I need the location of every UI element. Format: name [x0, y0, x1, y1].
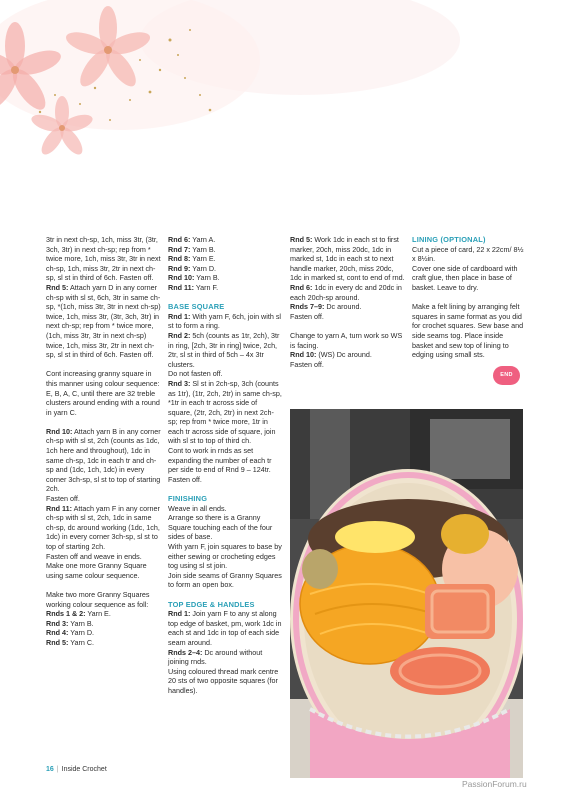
instruction-text	[290, 283, 405, 302]
round-label: Rnd 5:	[290, 235, 313, 244]
basket-photo	[290, 409, 523, 778]
instruction-text	[290, 312, 405, 322]
instruction-body: Cont increasing granny square in this manner using colour sequence: E, B, A, C, until there are 32 treble clusters around ending with a round in yarn C.	[46, 369, 160, 417]
instruction-text	[168, 504, 283, 514]
round-label: Rnd 10:	[290, 350, 317, 360]
paragraph-gap	[168, 484, 283, 494]
instruction-body: Make two more Granny Squares working colour sequence as foll:	[46, 589, 150, 609]
paragraph-gap	[412, 293, 524, 303]
instruction-body: Work 1dc in each st to first marker, 20ch, miss 20dc, 1dc in marked st, 1dc in each st to next handle marker, 20ch, miss 20dc, 1dc in marked st, cont to end of rnd.	[290, 235, 405, 283]
round-label: Rnd 8:	[168, 254, 191, 264]
instruction-text	[168, 273, 283, 283]
round-label: Rnd 7:	[168, 244, 191, 254]
round-label: Rnd 1:	[168, 311, 191, 321]
instruction-text	[46, 638, 161, 648]
instruction-body: Yarn D.	[190, 263, 217, 273]
instruction-body: Yarn B.	[190, 244, 216, 254]
instruction-body: (WS) Dc around.	[316, 350, 372, 360]
instruction-body: Do not fasten off.	[168, 369, 223, 379]
paragraph-gap	[46, 417, 161, 427]
round-label: Rnd 2:	[168, 330, 191, 340]
instruction-text	[168, 235, 283, 245]
instruction-text	[46, 283, 161, 360]
round-label: Rnd 10:	[168, 273, 195, 283]
floral-decoration	[0, 0, 566, 235]
instruction-text	[168, 331, 283, 369]
instruction-text	[168, 264, 283, 274]
instruction-body: Fasten off.	[46, 494, 80, 504]
instruction-text	[168, 648, 283, 667]
round-label: Rnd 11:	[46, 503, 72, 513]
instruction-text	[168, 369, 283, 379]
instruction-body: Arrange so there is a Granny Square touching each of the four sides of base.	[168, 513, 273, 542]
instruction-body: Yarn F.	[193, 282, 219, 292]
instruction-body: Attach yarn D in any corner ch-sp with sl st, 6ch, 3tr in same ch-sp, *(1ch, miss 3tr, 3tr in next ch-sp) twice, 1ch, miss 3tr, (3tr, 3ch, 3tr) in next ch-sp; rep from * twice more, (1ch, miss 3tr, 3tr in next ch-sp) twice, 1ch, miss 3tr, 2tr in next ch-sp, sl st in third of 6ch. Fasten off.	[46, 282, 161, 360]
round-label: Rnd 5:	[46, 282, 69, 292]
instruction-body: Sl st in 2ch-sp, 3ch (counts as 1tr), (1tr, 2ch, 2tr) in same ch-sp, *1tr in each tr across side of square, (2tr, 2ch, 2tr) in next 2ch-sp; rep from * twice more, 1tr in each tr across side of square, join with sl st to top of third ch.	[168, 378, 282, 446]
instruction-body: Attach yarn B in any corner ch-sp with sl st, 2ch (counts as 1dc, 1ch here and throughout), 1dc in same ch-sp, 1dc in each tr and ch-sp and (1dc, 1ch, 1dc) in every corner 3ch-sp, sl st to top of starting 2ch.	[46, 426, 161, 494]
instruction-text	[168, 245, 283, 255]
instruction-text	[46, 504, 161, 552]
instruction-body: Make a felt lining by arranging felt squares in same format as you did for crochet squares. Sew base and side seams tog. Place inside basket and sew top of lining to edging using small sts.	[412, 302, 524, 360]
paragraph-gap	[168, 293, 283, 303]
round-label: Rnd 6:	[290, 282, 313, 292]
instruction-body: Change to yarn A, turn work so WS is facing.	[290, 330, 403, 350]
round-label: Rnd 9:	[168, 263, 191, 273]
section-heading: LINING (OPTIONAL)	[412, 235, 486, 244]
paragraph-gap	[168, 590, 283, 600]
instruction-text	[168, 379, 283, 446]
instruction-body: Dc around.	[324, 302, 362, 312]
section-heading: BASE SQUARE	[168, 302, 225, 312]
instruction-body: Yarn D.	[68, 628, 95, 638]
instruction-text	[46, 590, 161, 609]
instruction-body: Yarn A.	[190, 235, 216, 244]
instruction-text	[46, 235, 161, 283]
instruction-body: Using coloured thread mark centre 20 sts of two opposite squares (for handles).	[168, 666, 279, 695]
paragraph-gap	[46, 580, 161, 590]
instruction-text	[46, 552, 161, 581]
instruction-body: Yarn B.	[68, 618, 94, 628]
instruction-body: Yarn C.	[68, 637, 95, 647]
instruction-body: With yarn F, 6ch, join with sl st to form a ring.	[168, 311, 282, 331]
instruction-text	[412, 264, 524, 293]
instruction-body: Attach yarn F in any corner ch-sp with sl st, 2ch, 1dc in same ch-sp, dc around working (1dc, 1ch, 1dc) in every corner 3ch-sp, sl st to top of starting 2ch.	[46, 503, 160, 551]
instruction-text	[46, 619, 161, 629]
text-column-1	[46, 235, 161, 648]
instruction-body: Weave in all ends.	[168, 503, 227, 513]
round-label: Rnd 1:	[168, 609, 191, 619]
instruction-text	[168, 254, 283, 264]
instruction-text	[290, 331, 405, 350]
instruction-body: Join yarn F to any st along top edge of basket, pm, work 1dc in each st and 1dc in top of each side seam around.	[168, 609, 282, 647]
instruction-text	[290, 235, 405, 283]
watermark: PassionForum.ru	[462, 779, 527, 789]
instruction-body: Fasten off.	[168, 474, 202, 484]
instruction-text	[46, 427, 161, 494]
text-column-4	[412, 235, 524, 360]
instruction-body: Dc around without joining rnds.	[168, 647, 263, 667]
end-badge: END	[493, 366, 520, 385]
page-footer: 16 | Inside Crochet	[46, 766, 107, 773]
round-label: Rnd 3:	[168, 378, 191, 388]
instruction-body: Yarn E.	[85, 609, 111, 619]
paragraph-gap	[290, 321, 405, 331]
instruction-text	[290, 302, 405, 312]
instruction-text	[168, 571, 283, 590]
round-label: Rnd 5:	[46, 637, 69, 647]
round-label: Rnd 3:	[46, 618, 69, 628]
instruction-text	[168, 513, 283, 542]
instruction-body: Cut a piece of card, 22 x 22cm/ 8½ x 8½in.	[412, 244, 524, 264]
instruction-text	[168, 609, 283, 647]
instruction-text	[46, 494, 161, 504]
instruction-body: Yarn E.	[190, 254, 216, 264]
instruction-body: Join side seams of Granny Squares to form an open box.	[168, 570, 282, 590]
instruction-body: With yarn F, join squares to base by either sewing or crocheting edges tog using sl st join.	[168, 542, 282, 571]
instruction-text	[290, 350, 405, 360]
instruction-text	[168, 312, 283, 331]
round-label: Rnd 6:	[168, 235, 191, 244]
page-number: 16	[46, 766, 54, 773]
section-heading: TOP EDGE & HANDLES	[168, 599, 255, 609]
instruction-body: Fasten off.	[290, 359, 324, 369]
instruction-text	[168, 446, 283, 475]
instruction-body: 5ch (counts as 1tr, 2ch), 3tr in ring, [2ch, 3tr in ring] twice, 2ch, 2tr, sl st in third of 5ch – 4x 3tr clusters.	[168, 330, 280, 369]
instruction-body: Fasten off.	[290, 311, 324, 321]
round-label: Rnds 7–9:	[290, 302, 325, 312]
instruction-body: 3tr in next ch-sp, 1ch, miss 3tr, (3tr, 3ch, 3tr) in next ch-sp; rep from * twice more, 1ch, miss 3tr, 3tr in next ch-sp, 1ch, miss 3tr, 2tr in next ch-sp, sl st in third of 6ch. Fasten off.	[46, 235, 161, 283]
instruction-text	[290, 360, 405, 370]
text-column-2	[168, 235, 283, 696]
instruction-body: Cont to work in rnds as set expanding the number of each tr per side to end of Rnd 9 – 124tr.	[168, 446, 272, 475]
instruction-body: Yarn B.	[194, 273, 220, 283]
instruction-text	[168, 475, 283, 485]
instruction-text	[168, 542, 283, 571]
instruction-text	[46, 609, 161, 619]
instruction-text	[412, 245, 524, 264]
instruction-text	[168, 667, 283, 696]
section-heading: FINISHING	[168, 494, 208, 504]
instruction-body: Fasten off and weave in ends. Make one more Granny Square using same colour sequence.	[46, 551, 147, 580]
instruction-text	[168, 283, 283, 293]
instruction-text	[46, 369, 161, 417]
paragraph-gap	[46, 360, 161, 370]
instruction-body: Cover one side of cardboard with craft glue, then place in base of basket. Leave to dry.	[412, 263, 518, 292]
instruction-text	[46, 628, 161, 638]
text-column-3	[290, 235, 405, 369]
magazine-name: Inside Crochet	[61, 766, 107, 773]
round-label: Rnds 1 & 2:	[46, 609, 86, 619]
round-label: Rnd 4:	[46, 628, 69, 638]
round-label: Rnd 10:	[46, 426, 73, 436]
round-label: Rnd 11:	[168, 282, 194, 292]
round-label: Rnds 2–4:	[168, 647, 203, 657]
instruction-text	[412, 302, 524, 360]
instruction-body: 1dc in every dc and 20dc in each 20ch-sp around.	[290, 282, 402, 302]
